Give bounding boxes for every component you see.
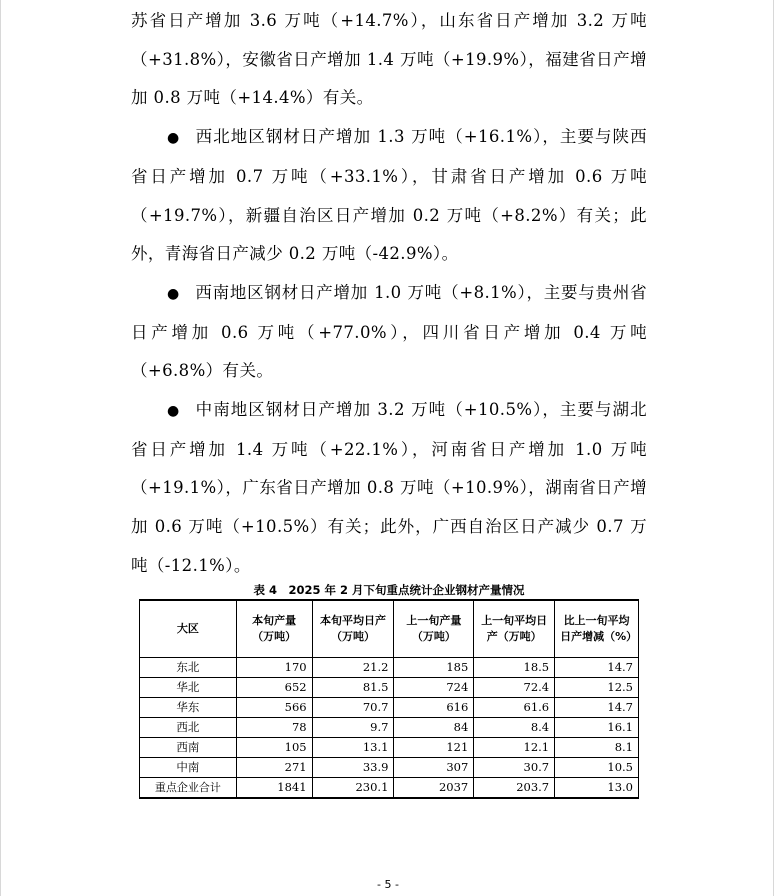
bullet-dot: ●	[167, 285, 180, 302]
paragraph-text: 西南地区钢材日产增加 1.0 万吨（+8.1%），主要与贵州省日产增加 0.6 万吨（+77.0%），四川省日产增加 0.4 万吨（+6.8%）有关。	[131, 282, 647, 381]
region-cell: 西南	[140, 738, 237, 758]
value-cell: 9.7	[312, 718, 394, 738]
header-cell: 上一旬产量（万吨）	[394, 600, 474, 658]
value-cell: 2037	[394, 778, 474, 799]
paragraph-southwest	[131, 274, 647, 391]
report-body-text	[131, 2, 647, 586]
value-cell: 1841	[236, 778, 312, 799]
header-cell: 比上一旬平均日产增减（%）	[555, 600, 639, 658]
value-cell: 185	[394, 658, 474, 678]
table-caption: 表 4 2025 年 2 月下旬重点统计企业钢材产量情况	[253, 583, 525, 597]
value-cell: 33.9	[312, 758, 394, 778]
table-row	[140, 758, 639, 778]
value-cell: 30.7	[474, 758, 555, 778]
value-cell: 170	[236, 658, 312, 678]
table-header	[140, 600, 639, 658]
value-cell: 78	[236, 718, 312, 738]
value-cell: 307	[394, 758, 474, 778]
table-row	[140, 658, 639, 678]
paragraph-northwest	[131, 118, 647, 274]
value-cell: 8.1	[555, 738, 639, 758]
bullet-dot: ●	[167, 130, 180, 147]
paragraph-text: 中南地区钢材日产增加 3.2 万吨（+10.5%），主要与湖北省日产增加 1.4 万吨（+22.1%），河南省日产增加 1.0 万吨（+19.1%），广东省日产增加 0.8 万吨（+10.9%），湖南省日产增加 0.6 万吨（+10.5%）有关；此外，广西自治区日产减少 0.7 万吨（-12.1%）。	[131, 400, 647, 575]
table-total-row	[140, 778, 639, 799]
value-cell: 72.4	[474, 678, 555, 698]
region-cell: 华北	[140, 678, 237, 698]
value-cell: 724	[394, 678, 474, 698]
bullet-dot: ●	[167, 403, 180, 420]
paragraph-text: 苏省日产增加 3.6 万吨（+14.7%），山东省日产增加 3.2 万吨（+31.8%），安徽省日产增加 1.4 万吨（+19.9%），福建省日产增加 0.8 万吨（+14.4%）有关。	[131, 11, 647, 108]
paragraph-east-continued	[131, 2, 647, 118]
value-cell: 13.0	[555, 778, 639, 799]
region-cell: 东北	[140, 658, 237, 678]
table-body	[140, 658, 639, 799]
table-row	[140, 738, 639, 758]
header-row	[140, 600, 639, 658]
value-cell: 203.7	[474, 778, 555, 799]
paragraph-central-south	[131, 391, 647, 586]
header-cell: 本旬平均日产（万吨）	[312, 600, 394, 658]
value-cell: 105	[236, 738, 312, 758]
header-cell: 大区	[140, 600, 237, 658]
value-cell: 21.2	[312, 658, 394, 678]
value-cell: 652	[236, 678, 312, 698]
value-cell: 616	[394, 698, 474, 718]
table-row	[140, 718, 639, 738]
value-cell: 12.5	[555, 678, 639, 698]
value-cell: 230.1	[312, 778, 394, 799]
region-cell: 重点企业合计	[140, 778, 237, 799]
value-cell: 16.1	[555, 718, 639, 738]
value-cell: 10.5	[555, 758, 639, 778]
region-cell: 华东	[140, 698, 237, 718]
value-cell: 12.1	[474, 738, 555, 758]
value-cell: 84	[394, 718, 474, 738]
region-cell: 中南	[140, 758, 237, 778]
paragraph-text: 西北地区钢材日产增加 1.3 万吨（+16.1%），主要与陕西省日产增加 0.7 万吨（+33.1%），甘肃省日产增加 0.6 万吨（+19.7%），新疆自治区日产增加 0.2 万吨（+8.2%）有关；此外，青海省日产减少 0.2 万吨（-42.9%）。	[131, 127, 647, 264]
value-cell: 271	[236, 758, 312, 778]
value-cell: 13.1	[312, 738, 394, 758]
value-cell: 14.7	[555, 658, 639, 678]
value-cell: 70.7	[312, 698, 394, 718]
table-row	[140, 678, 639, 698]
value-cell: 14.7	[555, 698, 639, 718]
header-cell: 本旬产量（万吨）	[236, 600, 312, 658]
page-number: - 5 -	[377, 878, 399, 891]
value-cell: 81.5	[312, 678, 394, 698]
table-row	[140, 698, 639, 718]
value-cell: 121	[394, 738, 474, 758]
value-cell: 61.6	[474, 698, 555, 718]
value-cell: 566	[236, 698, 312, 718]
value-cell: 8.4	[474, 718, 555, 738]
region-cell: 西北	[140, 718, 237, 738]
value-cell: 18.5	[474, 658, 555, 678]
steel-output-table	[139, 599, 639, 799]
header-cell: 上一旬平均日产（万吨）	[474, 600, 555, 658]
